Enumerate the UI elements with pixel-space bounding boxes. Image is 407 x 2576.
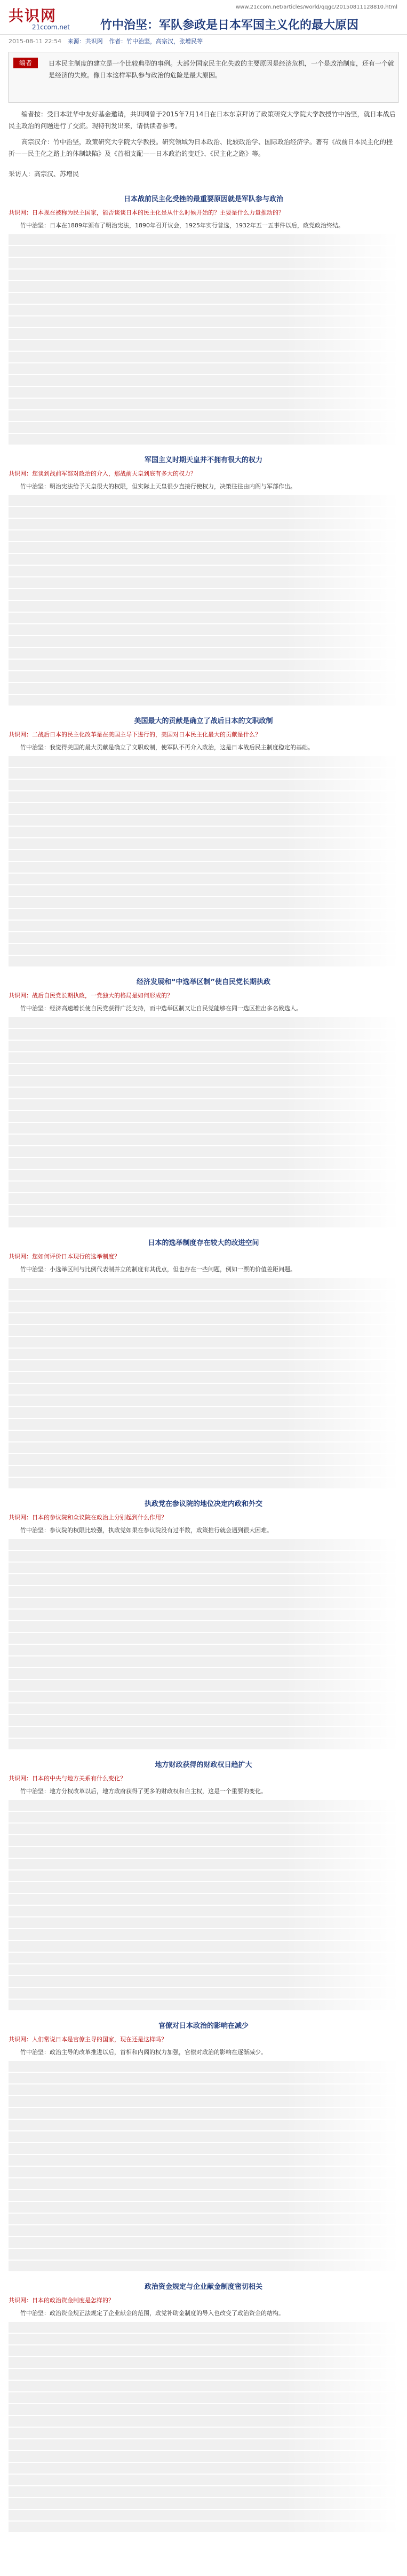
text-line: [9, 1656, 398, 1667]
text-line: [9, 1941, 398, 1952]
text-line: [9, 507, 398, 518]
text-line: [9, 756, 398, 767]
publish-date: 2015-08-11 22:54: [9, 38, 62, 45]
text-line: [9, 803, 398, 814]
intro-block: [0, 108, 407, 132]
text-line: [9, 1193, 398, 1204]
text-line: [9, 1466, 398, 1477]
text-line: [9, 1419, 398, 1430]
text-line: [9, 530, 398, 541]
text-line: [9, 2522, 398, 2532]
text-line: [9, 1859, 398, 1869]
section-heading: 政治资金规定与企业献金制度密切相关: [144, 2283, 262, 2291]
text-line: [9, 1217, 398, 1227]
text-line: [9, 1372, 398, 1383]
text-line: [9, 1586, 398, 1597]
text-line: [9, 340, 398, 351]
section-heading: 日本的选举制度存在较大的改进空间: [148, 1239, 259, 1247]
text-line: [9, 2202, 398, 2213]
text-line: [9, 1313, 398, 1324]
text-line: [9, 1847, 398, 1858]
text-line: [9, 577, 398, 588]
interview-question: 共识网：日本现在被称为民主国家，能否谈谈日本的民主化是从什么时候开始的？主要是什么力量推动的？: [9, 209, 284, 216]
text-line: [9, 2249, 398, 2260]
text-line: [9, 1976, 398, 1987]
article-meta: [0, 35, 407, 47]
text-line: [9, 1111, 398, 1122]
text-line: [9, 2510, 398, 2520]
section-heading: 执政党在参议院的地位决定内政和外交: [144, 1500, 262, 1508]
text-line: [9, 1170, 398, 1180]
text-line: [9, 956, 398, 966]
text-line: [9, 1290, 398, 1301]
text-line: [9, 542, 398, 553]
source-link[interactable]: 来源：共识网: [67, 38, 103, 45]
text-line: [9, 2108, 398, 2119]
text-line: [9, 1396, 398, 1406]
interview-question: 共识网：二战后日本的民主化改革是在美国主导下进行的，美国对日本民主化最大的贡献是什么？: [9, 731, 261, 738]
text-line: [9, 1621, 398, 1632]
text-line: [9, 1988, 398, 1999]
text-line: [9, 1563, 398, 1573]
text-line: [9, 1442, 398, 1453]
text-line: [9, 2486, 398, 2497]
text-line: [9, 874, 398, 884]
interview-answer: 竹中治坚：政治主导的改革推进以后，首相和内阁的权力加强，官僚对政治的影响在逐渐减少。: [20, 2049, 267, 2056]
text-line: [9, 1325, 398, 1336]
section-heading: 美国最大的贡献是确立了战后日本的文职政制: [134, 717, 273, 725]
editor-summary: [9, 52, 398, 103]
logo-text: 共识网: [9, 7, 57, 25]
text-line: [9, 2345, 398, 2356]
interviewer-line: 采访人：高宗汉、苏增民: [9, 170, 79, 178]
site-header: [0, 0, 407, 35]
interview-answer: 竹中治坚：地方分权改革以后，地方政府获得了更多的财政权和自主权，这是一个重要的变化。: [20, 1788, 267, 1795]
text-line: [9, 791, 398, 802]
text-line: [9, 1123, 398, 1134]
text-line: [9, 2451, 398, 2462]
text-line: [9, 1610, 398, 1620]
text-line: [9, 2131, 398, 2142]
text-line: [9, 1645, 398, 1655]
text-line: [9, 2392, 398, 2403]
text-line: [9, 838, 398, 849]
text-line: [9, 1135, 398, 1145]
text-line: [9, 2428, 398, 2438]
text-line: [9, 234, 398, 245]
text-line: [9, 434, 398, 445]
text-line: [9, 1882, 398, 1893]
text-line: [9, 2073, 398, 2083]
text-line: [9, 2404, 398, 2415]
text-line: [9, 601, 398, 612]
page-url[interactable]: www.21ccom.net/articles/world/qqgc/20150811128810.html: [235, 4, 397, 10]
text-line: [9, 932, 398, 943]
text-line: [9, 1278, 398, 1289]
text-line: [9, 2439, 398, 2450]
section-heading: 地方财政获得的财政权日趋扩大: [155, 1761, 252, 1769]
page-title: 竹中治坚：军队参政是日本军国主义化的最大原因: [100, 19, 359, 32]
text-line: [9, 683, 398, 694]
site-logo[interactable]: [9, 4, 99, 32]
text-line: [9, 1929, 398, 1940]
text-line: [9, 2261, 398, 2271]
text-line: [9, 2143, 398, 2154]
text-line: [9, 305, 398, 315]
page-bottom-space: [0, 2544, 407, 2576]
text-line: [9, 1598, 398, 1608]
summary-text: 日本民主制度的建立是一个比较典型的事例。大部分国家民主化失败的主要原因是经济危机，一个是政治制度，还有一个就是经济的失败。像日本这样军队参与政治的危险是最大原因。: [49, 60, 395, 79]
interview-answer: 竹中治坚：我觉得美国的最大贡献是确立了文职政制，使军队不再介入政治，这是日本战后民主制度稳定的基础。: [20, 744, 314, 751]
text-line: [9, 2096, 398, 2107]
text-line: [9, 328, 398, 339]
interview-question: 共识网：日本的中央与地方关系有什么变化？: [9, 1775, 126, 1782]
text-line: [9, 1337, 398, 1348]
text-line: [9, 2498, 398, 2509]
section-heading: 经济发展和“中选举区制”使自民党长期执政: [136, 978, 271, 986]
article-body: [0, 193, 407, 2544]
text-line: [9, 2061, 398, 2072]
text-line: [9, 2416, 398, 2427]
text-line: [9, 246, 398, 257]
text-line: [9, 1739, 398, 1749]
interview-answer: 竹中治坚：经济高速增长使自民党获得广泛支持，而中选举区制又让自民党能够在同一选区推出多名候选人。: [20, 1005, 302, 1012]
text-line: [9, 648, 398, 659]
section-heading: 官僚对日本政治的影响在减少: [158, 2022, 249, 2030]
text-line: [9, 1041, 398, 1051]
text-line: [9, 1870, 398, 1881]
text-line: [9, 399, 398, 409]
text-line: [9, 1953, 398, 1963]
text-line: [9, 1894, 398, 1905]
text-line: [9, 1692, 398, 1702]
interview-answer: 竹中治坚：小选举区制与比例代表制并立的制度有其优点，但也存在一些问题，例如一票的价值差距问题。: [20, 1266, 296, 1273]
text-line: [9, 281, 398, 292]
text-line: [9, 2237, 398, 2248]
text-line: [9, 566, 398, 576]
text-line: [9, 589, 398, 600]
text-line: [9, 1703, 398, 1714]
text-line: [9, 2334, 398, 2344]
text-line: [9, 2000, 398, 2010]
editor-note: 编者按：受日本驻华中友好基金邀请，共识网曾于2015年7月14日在日本东京拜访了政策研究大学院大学教授竹中治坚，就日本战后民主政治的问题进行了交流。现特刊发出来，请供读者参考。: [9, 110, 396, 130]
text-line: [9, 352, 398, 362]
text-line: [9, 375, 398, 386]
text-line: [9, 1407, 398, 1418]
text-line: [9, 1349, 398, 1359]
text-line: [9, 1205, 398, 1216]
text-line: [9, 897, 398, 908]
text-line: [9, 827, 398, 837]
text-line: [9, 1668, 398, 1679]
text-line: [9, 1964, 398, 1975]
text-line: [9, 1099, 398, 1110]
text-line: [9, 2381, 398, 2391]
text-line: [9, 1017, 398, 1028]
text-line: [9, 1029, 398, 1040]
text-line: [9, 768, 398, 779]
text-line: [9, 2084, 398, 2095]
text-line: [9, 2120, 398, 2130]
text-line: [9, 1182, 398, 1192]
text-line: [9, 1158, 398, 1169]
text-line: [9, 410, 398, 421]
text-line: [9, 2190, 398, 2201]
text-line: [9, 1146, 398, 1157]
interview-answer: 竹中治坚：参议院的权限比较强，执政党如果在参议院没有过半数，政策推行就会遇到很大困难。: [20, 1527, 273, 1534]
text-line: [9, 815, 398, 826]
interview-question: 共识网：人们常说日本是官僚主导的国家，现在还是这样吗？: [9, 2036, 167, 2043]
summary-tag: 编者: [13, 58, 38, 68]
text-line: [9, 1680, 398, 1691]
logo-domain: 21ccom.net: [32, 23, 70, 31]
interview-answer: 竹中治坚：政治资金规正法规定了企业献金的范围，政党补助金制度的导入也改变了政治资金的结构。: [20, 2310, 284, 2317]
text-line: [9, 1431, 398, 1441]
text-line: [9, 2167, 398, 2177]
text-line: [9, 1076, 398, 1087]
text-line: [9, 2322, 398, 2333]
interview-answer: 竹中治坚：明治宪法给予天皇很大的权限，但实际上天皇很少直接行使权力，决策往往由内阁与军部作出。: [20, 483, 296, 490]
text-line: [9, 660, 398, 670]
text-line: [9, 850, 398, 861]
interview-question: 共识网：日本的参议院和众议院在政治上分别起到什么作用？: [9, 1514, 167, 1521]
text-line: [9, 695, 398, 706]
text-line: [9, 1835, 398, 1846]
text-line: [9, 1917, 398, 1928]
interviewee-bio: [0, 136, 407, 160]
text-line: [9, 363, 398, 374]
text-line: [9, 495, 398, 506]
interview-question: 共识网：您如何评价日本现行的选举制度？: [9, 1253, 120, 1260]
text-line: [9, 1812, 398, 1822]
interview-question: 共识网：您谈到战前军部对政治的介入，那战前天皇到底有多大的权力？: [9, 470, 196, 477]
text-line: [9, 1715, 398, 1726]
text-line: [9, 270, 398, 280]
text-line: [9, 554, 398, 565]
text-line: [9, 862, 398, 873]
text-line: [9, 1360, 398, 1371]
section-heading: 日本战前民主化受挫的最重要原因就是军队参与政治: [123, 195, 283, 203]
text-line: [9, 422, 398, 433]
text-line: [9, 2178, 398, 2189]
text-line: [9, 1088, 398, 1098]
text-line: [9, 944, 398, 955]
text-line: [9, 1064, 398, 1075]
text-line: [9, 258, 398, 268]
text-line: [9, 2357, 398, 2368]
text-line: [9, 1551, 398, 1562]
text-line: [9, 1906, 398, 1916]
interview-question: 共识网：日本的政治资金制度是怎样的？: [9, 2297, 114, 2304]
text-line: [9, 1052, 398, 1063]
text-line: [9, 780, 398, 790]
text-line: [9, 1302, 398, 1312]
text-line: [9, 2225, 398, 2236]
text-line: [9, 885, 398, 896]
text-line: [9, 1454, 398, 1465]
text-line: [9, 624, 398, 635]
bio-text: 高宗汉介：竹中治坚，政策研究大学院大学教授。研究领域为日本政治、比较政治学、国际政治经济学。著有《战前日本民主化的挫折——民主化之路上的体制缺陷》及《首相支配——日本政治的变迁》、《民主化之路》等。: [9, 138, 393, 157]
text-line: [9, 2369, 398, 2380]
text-line: [9, 636, 398, 647]
text-line: [9, 1800, 398, 1811]
text-line: [9, 671, 398, 682]
text-line: [9, 1539, 398, 1550]
text-line: [9, 909, 398, 920]
text-line: [9, 1574, 398, 1585]
text-line: [9, 519, 398, 529]
author-line: 作者：竹中治坚，高宗汉，张增民等: [109, 38, 203, 45]
text-line: [9, 921, 398, 931]
text-line: [9, 1824, 398, 1834]
interview-answer: 竹中治坚：日本在1889年颁布了明治宪法，1890年召开议会，1925年实行普选，1932年五一五事件以后，政党政治终结。: [20, 222, 344, 229]
text-line: [9, 293, 398, 304]
text-line: [9, 1478, 398, 1488]
text-line: [9, 2155, 398, 2166]
text-line: [9, 1384, 398, 1394]
text-line: [9, 2214, 398, 2224]
interview-question: 共识网：战后自民党长期执政，一党独大的格局是如何形成的？: [9, 992, 173, 999]
text-line: [9, 1633, 398, 1644]
section-heading: 军国主义时期天皇并不拥有很大的权力: [144, 456, 262, 464]
text-line: [9, 2463, 398, 2474]
text-line: [9, 2475, 398, 2485]
text-line: [9, 1727, 398, 1738]
text-line: [9, 316, 398, 327]
text-line: [9, 613, 398, 623]
text-line: [9, 387, 398, 398]
